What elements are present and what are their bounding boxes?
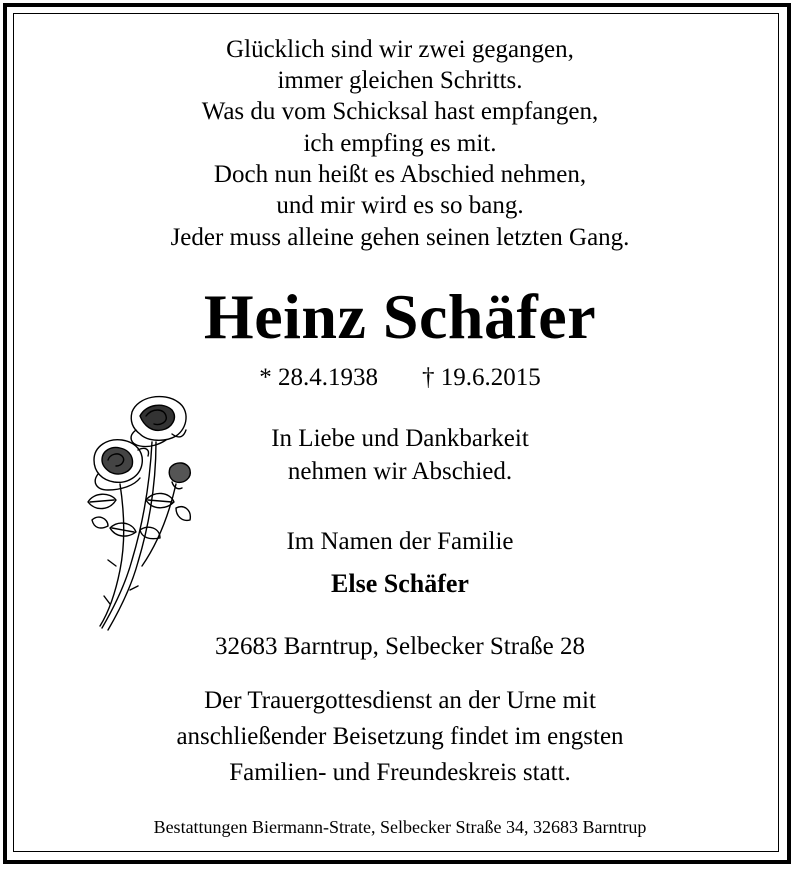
family-intro: Im Namen der Familie [286, 528, 514, 555]
birth-date: * 28.4.1938 [259, 364, 378, 391]
poem-line-1: Glücklich sind wir zwei gegangen, [226, 36, 574, 63]
service-line-2: anschließender Beisetzung findet im engsten [176, 723, 624, 750]
funeral-home-footer: Bestattungen Biermann-Strate, Selbecker Straße 34, 32683 Barntrup [153, 817, 647, 837]
poem-line-7: Jeder muss alleine gehen seinen letzten Gang. [170, 224, 630, 251]
poem-line-5: Doch nun heißt es Abschied nehmen, [213, 161, 587, 188]
poem-line-6: und mir wird es so bang. [276, 192, 524, 219]
poem-line-4: ich empfing es mit. [303, 130, 497, 157]
poem-line-2: immer gleichen Schritts. [277, 67, 523, 94]
family-address: 32683 Barntrup, Selbecker Straße 28 [214, 633, 586, 660]
deceased-name: Heinz Schäfer [203, 281, 597, 352]
rose-icon [80, 390, 200, 635]
signer-name: Else Schäfer [331, 569, 469, 598]
poem-line-3: Was du vom Schicksal hast empfangen, [201, 98, 599, 125]
rose-bud [169, 463, 190, 489]
service-line-3: Familien- und Freundeskreis statt. [229, 759, 571, 786]
upper-rose-bloom [131, 397, 186, 447]
lower-rose-bloom [94, 440, 149, 490]
service-line-1: Der Trauergottesdienst an der Urne mit [204, 687, 596, 714]
death-date: † 19.6.2015 [422, 364, 541, 391]
message-line-1: In Liebe und Dankbarkeit [271, 425, 529, 452]
message-line-2: nehmen wir Abschied. [287, 458, 513, 485]
life-dates [0, 364, 800, 392]
